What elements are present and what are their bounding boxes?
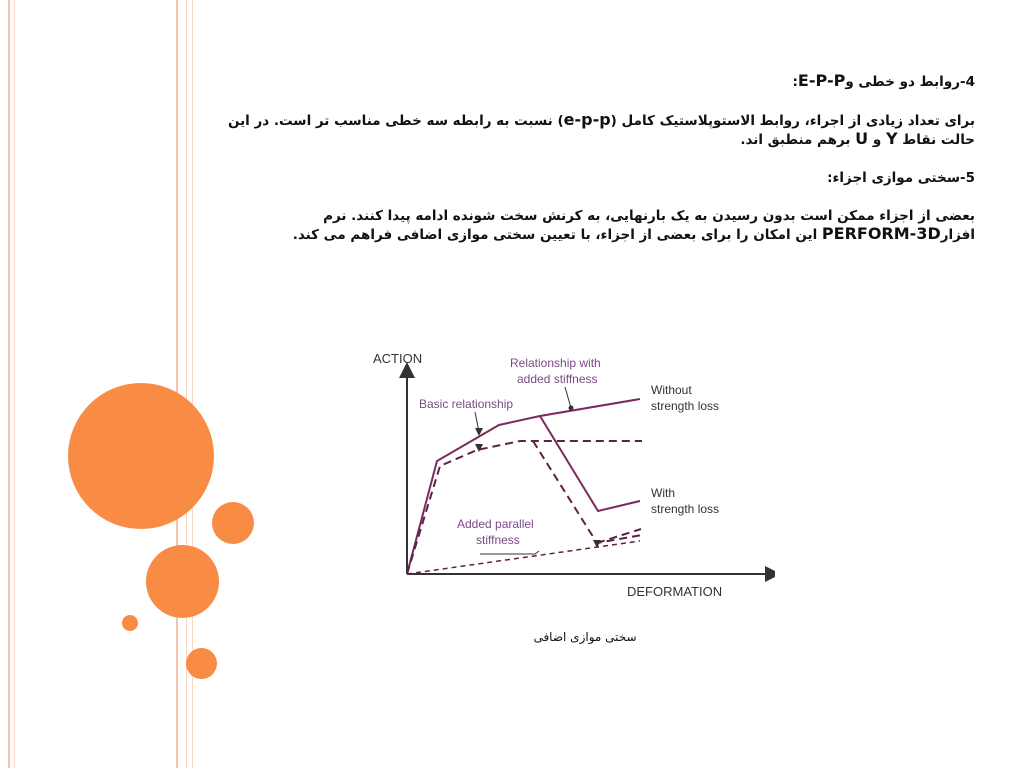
y-axis-label: ACTION xyxy=(373,351,423,366)
curve-added-stiffness xyxy=(407,399,640,574)
decor-circle-small xyxy=(212,502,254,544)
label-parallel-line1: Added parallel xyxy=(457,517,534,531)
paragraph-epp: برای تعداد زیادی از اجراء، روابط الاستوپلاستیک کامل (e-p-p) نسبت به رابطه سه خطی مناسب تر است. در این حالت نقاط Y و U برهم منطبق اند. xyxy=(227,110,975,148)
software-name: PERFORM-3D xyxy=(821,224,941,243)
left-strip-line xyxy=(14,0,15,768)
label-without-line2: strength loss xyxy=(651,399,720,413)
leader-added-stiffness xyxy=(565,387,571,408)
label-basic: Basic relationship xyxy=(419,397,514,411)
x-axis-label: DEFORMATION xyxy=(627,584,723,599)
epp-term-lower: e-p-p xyxy=(563,110,611,129)
stiffness-diagram-svg xyxy=(365,340,775,610)
epp-term: E-P-P xyxy=(797,71,846,90)
decor-circle-tiny xyxy=(122,615,138,631)
left-strip-line xyxy=(176,0,178,768)
heading-parallel-stiffness: 5-سختی موازی اجزاء: xyxy=(827,170,975,186)
label-parallel-line2: stiffness xyxy=(476,533,520,547)
label-without-line1: Without xyxy=(651,383,692,397)
heading-epp: 4-روابط دو خطی وE-P-P: xyxy=(792,71,975,90)
leader-dot xyxy=(569,406,574,411)
point-u: U xyxy=(855,129,869,148)
slide-text xyxy=(215,72,975,264)
decor-circle-medium xyxy=(146,545,219,618)
figure-caption: سختی موازی اضافی xyxy=(533,630,637,644)
paragraph-parallel-stiffness: بعضی از اجزاء ممکن است بدون رسیدن به یک بارنهایی، به کرنش سخت شونده ادامه پیدا کنند. نرم افزارPERFORM-3D این امکان را برای بعضی از اجزاء، با تعیین سختی موازی اضافی فراهم می کند. xyxy=(292,208,975,243)
curve-with-strength-loss xyxy=(540,416,640,511)
label-added-stiffness-line1: Relationship with xyxy=(510,356,601,370)
left-strip-line xyxy=(8,0,10,768)
label-with-line1: With xyxy=(651,486,675,500)
left-strip-line xyxy=(186,0,187,768)
label-with-line2: strength loss xyxy=(651,502,720,516)
point-y: Y xyxy=(885,129,898,148)
decor-circle-small xyxy=(186,648,217,679)
label-added-stiffness-line2: added stiffness xyxy=(517,372,598,386)
leader-parallel xyxy=(480,551,539,554)
decor-circle-large xyxy=(68,383,214,529)
stiffness-diagram xyxy=(365,340,775,610)
curve-parallel-stiffness xyxy=(407,541,640,574)
